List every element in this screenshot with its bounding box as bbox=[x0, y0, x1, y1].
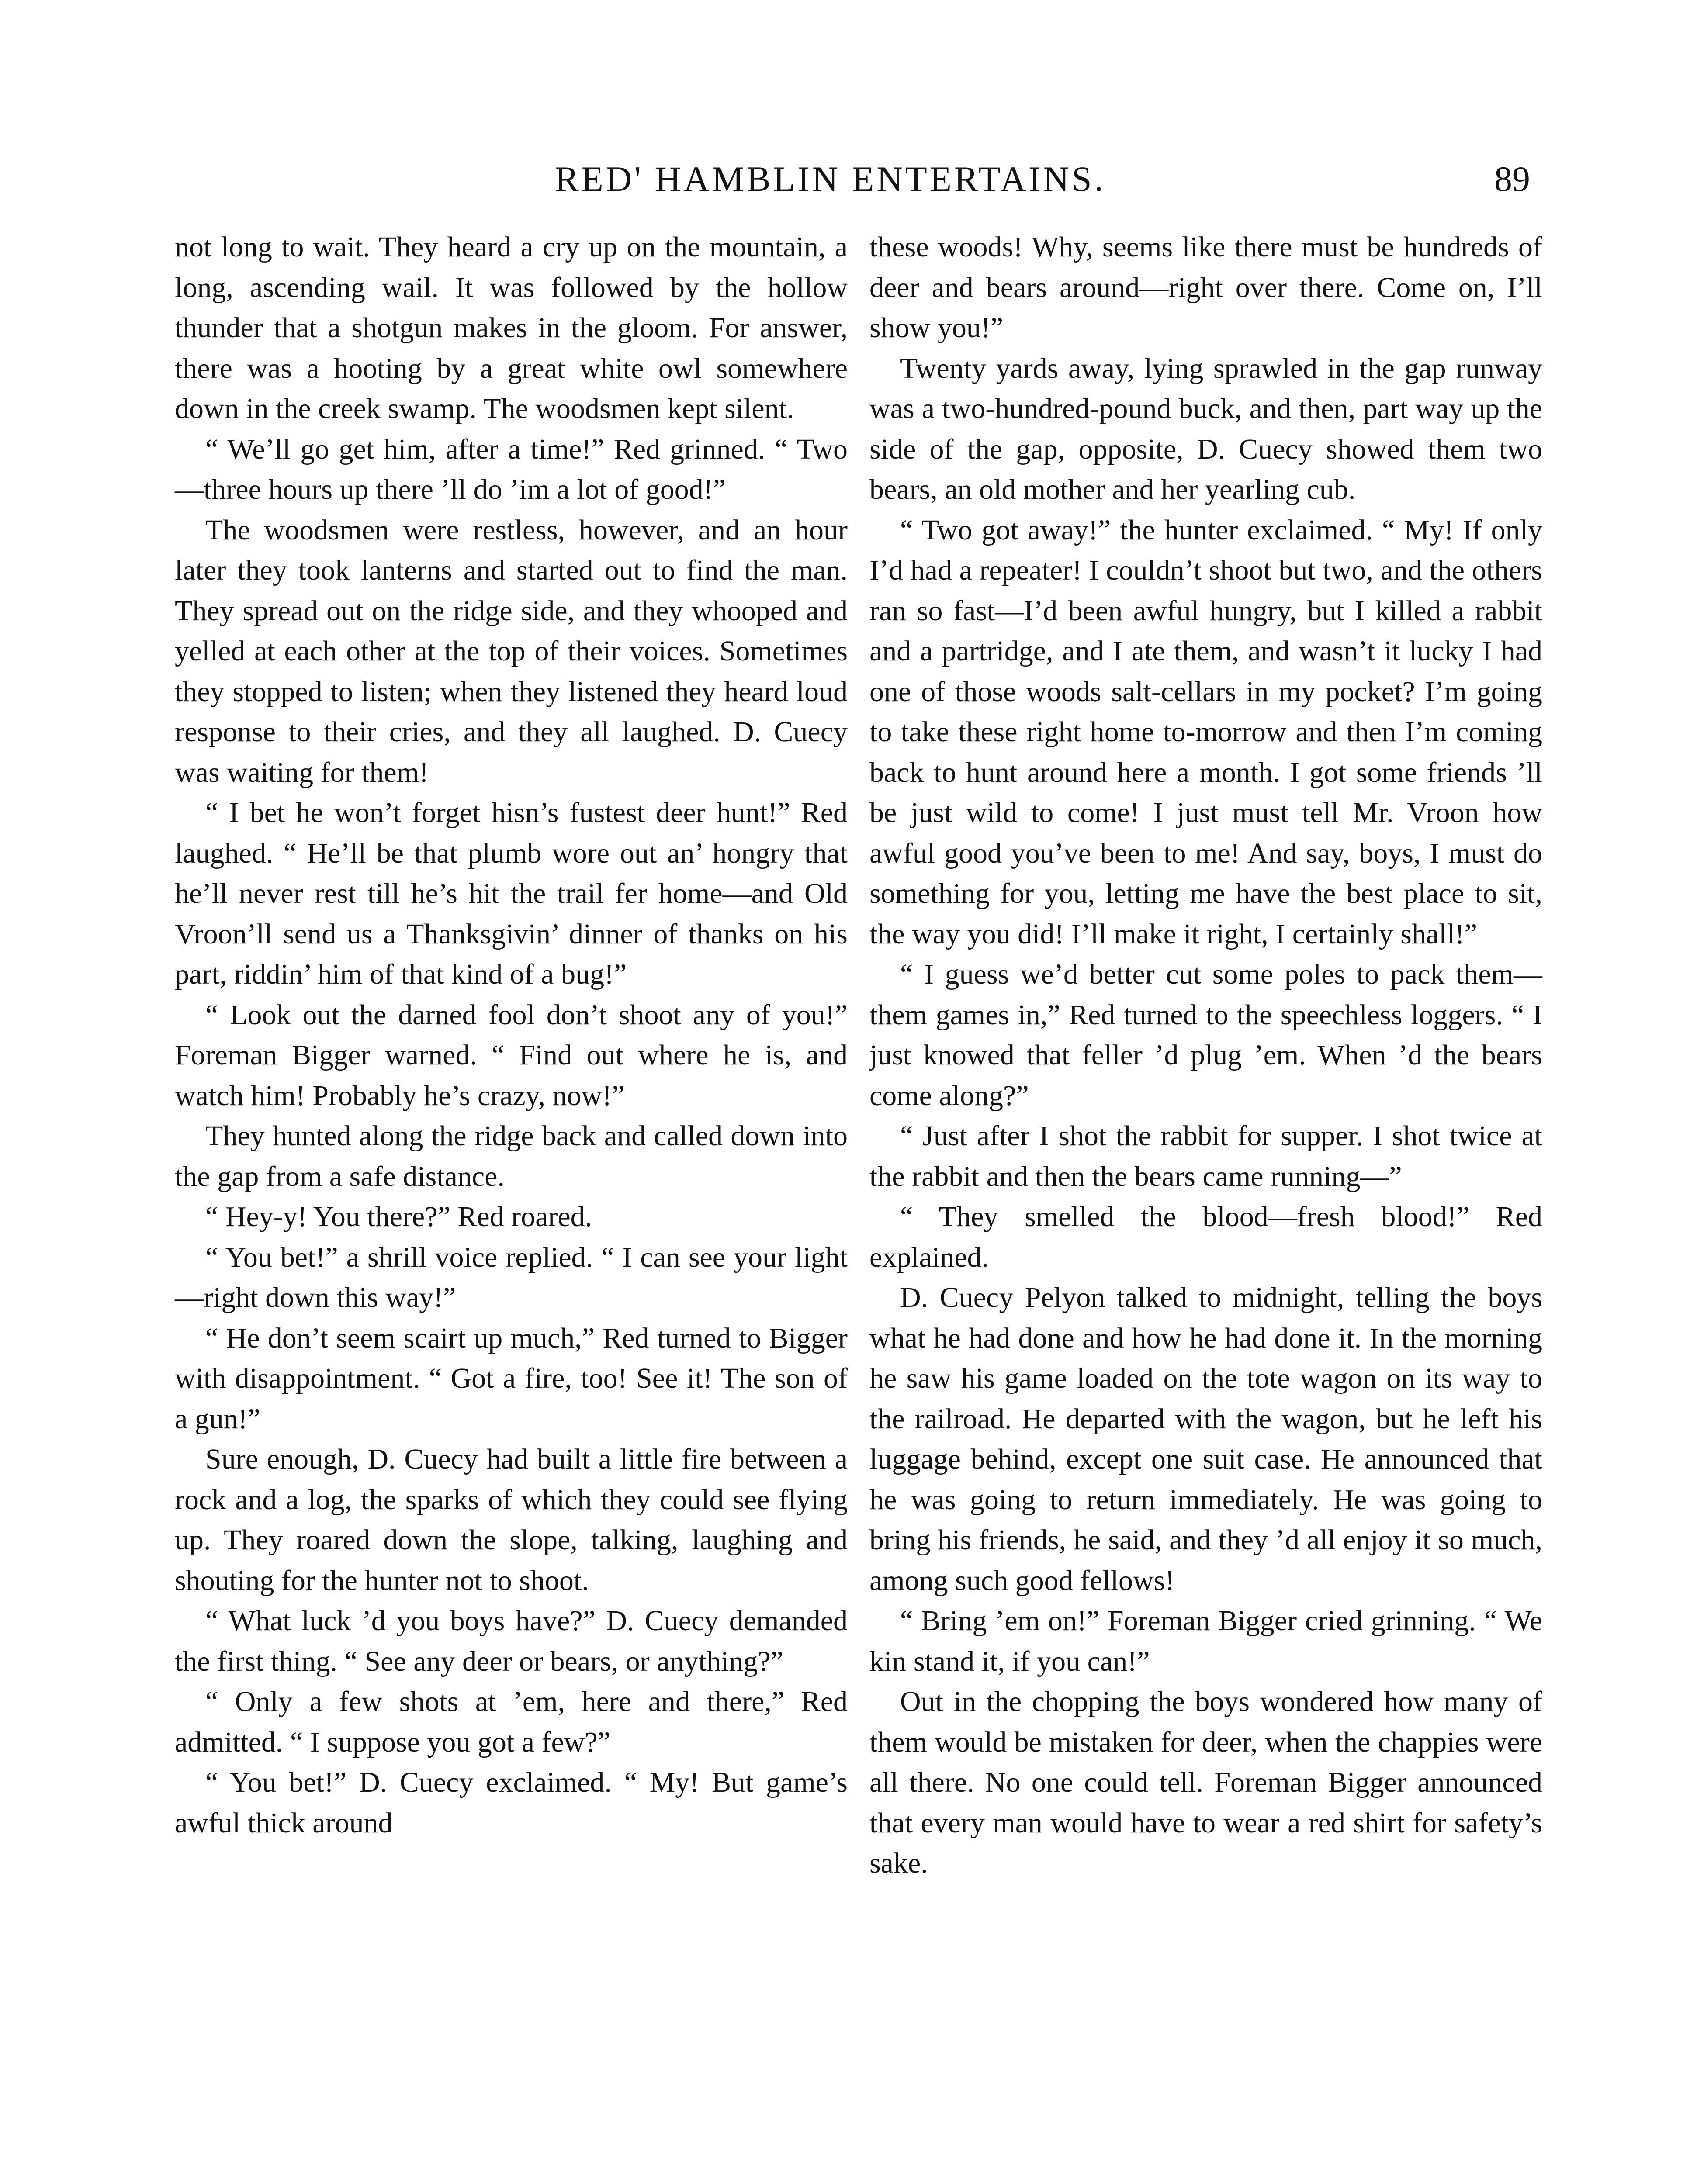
paragraph: “ Only a few shots at ’em, here and there,” Red admitted. “ I suppose you got a few?” bbox=[175, 1686, 848, 1758]
paragraph: Twenty yards away, lying sprawled in the gap runway was a two-hundred-pound buck, and then, part way up the side of the gap, opposite, D. Cuecy showed them two bears, an old mother and her yearling cub. bbox=[869, 352, 1542, 505]
paragraph: The woodsmen were restless, however, and an hour later they took lanterns and started out to find the man. They spread out on the ridge side, and they whooped and yelled at each other at the top of their voices. Sometimes they stopped to listen; when they listened they heard loud response to their cries, and they all laughed. D. Cuecy was waiting for them! bbox=[175, 514, 848, 788]
paragraph: “ Just after I shot the rabbit for supper. I shot twice at the rabbit and then the bears came running—” bbox=[869, 1120, 1542, 1192]
paragraph: “ I guess we’d better cut some poles to pack them—them games in,” Red turned to the speechless loggers. “ I just knowed that feller ’d plug ’em. When ’d the bears come along?” bbox=[869, 958, 1542, 1112]
right-column bbox=[869, 227, 1542, 1884]
paragraph: Out in the chopping the boys wondered how many of them would be mistaken for deer, when the chappies were all there. No one could tell. Foreman Bigger announced that every man would have to wear a red shirt for safety’s sake. bbox=[869, 1686, 1542, 1879]
running-head bbox=[0, 155, 1704, 203]
running-title: RED' HAMBLIN ENTERTAINS. bbox=[555, 159, 1106, 199]
paragraph: “ Bring ’em on!” Foreman Bigger cried grinning. “ We kin stand it, if you can!” bbox=[869, 1605, 1542, 1677]
paragraph: They hunted along the ridge back and called down into the gap from a safe distance. bbox=[175, 1120, 848, 1192]
paragraph: “ I bet he won’t forget hisn’s fustest deer hunt!” Red laughed. “ He’ll be that plumb wore out an’ hongry that he’ll never rest till he’s hit the trail fer home—and Old Vroon’ll send us a Thanksgivin’ dinner of thanks on his part, riddin’ him of that kind of a bug!” bbox=[175, 797, 848, 990]
paragraph: not long to wait. They heard a cry up on the mountain, a long, ascending wail. It was followed by the hollow thunder that a shotgun makes in the gloom. For answer, there was a hooting by a great white owl somewhere down in the creek swamp. The woodsmen kept silent. bbox=[175, 231, 848, 425]
paragraph: “ He don’t seem scairt up much,” Red turned to Bigger with disappointment. “ Got a fire, too! See it! The son of a gun!” bbox=[175, 1322, 848, 1435]
paragraph: “ Two got away!” the hunter exclaimed. “ My! If only I’d had a repeater! I couldn’t shoot but two, and the others ran so fast—I’d been awful hungry, but I killed a rabbit and a partridge, and I ate them, and wasn’t it lucky I had one of those woods salt-cellars in my pocket? I’m going to take these right home to-morrow and then I’m coming back to hunt around here a month. I got some friends ’ll be just wild to come! I just must tell Mr. Vroon how awful good you’ve been to me! And say, boys, I must do something for you, letting me have the best place to sit, the way you did! I’ll make it right, I certainly shall!” bbox=[869, 514, 1542, 950]
paragraph: “ Look out the darned fool don’t shoot any of you!” Foreman Bigger warned. “ Find out where he is, and watch him! Probably he’s crazy, now!” bbox=[175, 999, 848, 1112]
paragraph: “ You bet!” D. Cuecy exclaimed. “ My! But game’s awful thick around bbox=[175, 1766, 848, 1839]
paragraph: these woods! Why, seems like there must be hundreds of deer and bears around—right over there. Come on, I’ll show you!” bbox=[869, 231, 1542, 344]
left-column bbox=[175, 227, 848, 1843]
paragraph: “ Hey-y! You there?” Red roared. bbox=[205, 1201, 592, 1233]
paragraph: “ What luck ’d you boys have?” D. Cuecy demanded the first thing. “ See any deer or bears, or anything?” bbox=[175, 1605, 848, 1677]
paragraph: Sure enough, D. Cuecy had built a little fire between a rock and a log, the sparks of which they could see flying up. They roared down the slope, talking, laughing and shouting for the hunter not to shoot. bbox=[175, 1443, 848, 1597]
paragraph: D. Cuecy Pelyon talked to midnight, telling the boys what he had done and how he had done it. In the morning he saw his game loaded on the tote wagon on its way to the railroad. He departed with the wagon, but he left his luggage behind, except one suit case. He announced that he was going to return immediately. He was going to bring his friends, he said, and they ’d all enjoy it so much, among such good fellows! bbox=[869, 1282, 1542, 1597]
paragraph: “ You bet!” a shrill voice replied. “ I can see your light—right down this way!” bbox=[175, 1241, 848, 1313]
page-number: 89 bbox=[1494, 159, 1530, 199]
paragraph: “ They smelled the blood—fresh blood!” Red explained. bbox=[869, 1201, 1542, 1273]
paragraph: “ We’ll go get him, after a time!” Red grinned. “ Two—three hours up there ’ll do ’im a lot of good!” bbox=[175, 433, 848, 505]
